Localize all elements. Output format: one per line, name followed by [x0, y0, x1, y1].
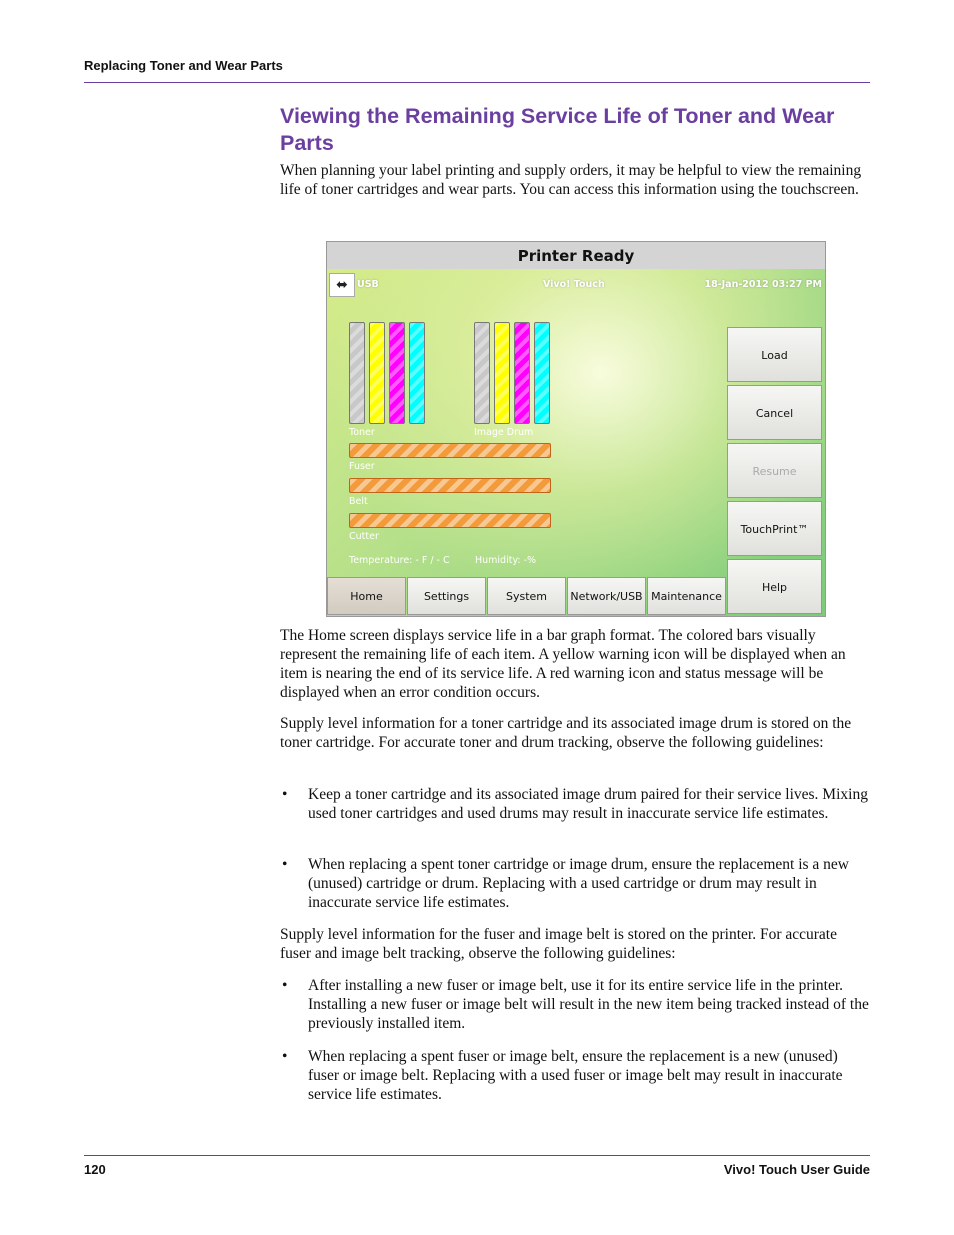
bullet-text: When replacing a spent fuser or image belt, ensure the replacement is a new (unused) fuser or image belt. Replacing with a used fuser or image belt may result in inaccurate service life estimates. — [308, 1048, 843, 1103]
toner-bar-yellow[interactable] — [369, 322, 385, 424]
image-drum-label: Image Drum — [474, 427, 534, 438]
cancel-button[interactable]: Cancel — [727, 385, 822, 440]
section-title: Viewing the Remaining Service Life of Toner and Wear Parts — [280, 104, 835, 155]
list-item — [280, 785, 870, 823]
humidity-readout: Humidity: -% — [475, 555, 537, 566]
drum-bar-yellow[interactable] — [494, 322, 510, 424]
bullet-icon: • — [282, 786, 288, 803]
usb-icon: ⬌ — [329, 273, 355, 297]
home-screen — [327, 269, 825, 616]
list-item — [280, 976, 870, 1033]
toner-bar-cyan[interactable] — [409, 322, 425, 424]
page-number: 120 — [84, 1162, 106, 1177]
temperature-readout: Temperature: - F / - C — [349, 555, 450, 566]
fuser-label: Fuser — [349, 461, 375, 472]
toner-label: Toner — [349, 427, 375, 438]
fuser-supply-paragraph: Supply level information for the fuser and image belt is stored on the printer. For accurate fuser and image belt tracking, observe the following guidelines: — [280, 926, 837, 962]
bullet-text: After installing a new fuser or image belt, use it for its entire service life in the printer. Installing a new fuser or image belt will result in the new item being tracked instead of the previously installed item. — [308, 977, 869, 1032]
header-rule — [84, 82, 870, 83]
guide-title: Vivo! Touch User Guide — [723, 1162, 870, 1177]
device-name: Vivo! Touch — [543, 279, 605, 290]
bullet-icon: • — [282, 856, 288, 873]
toner-bar-gray[interactable] — [349, 322, 365, 424]
bullet-text: When replacing a spent toner cartridge or image drum, ensure the replacement is a new (unused) cartridge or drum. Replacing with a used cartridge or drum may result in inaccurate service life estimates. — [308, 856, 849, 911]
screen-title-bar: Printer Ready — [327, 242, 825, 269]
tab-maintenance[interactable]: Maintenance — [647, 577, 726, 615]
tab-system[interactable]: System — [487, 577, 566, 615]
fuser-bar[interactable] — [349, 443, 551, 458]
connection-status: USB — [357, 279, 379, 290]
touchprint-button[interactable]: TouchPrint™ — [727, 501, 822, 556]
touchscreen-screenshot — [326, 241, 826, 617]
load-button[interactable]: Load — [727, 327, 822, 382]
drum-bar-magenta[interactable] — [514, 322, 530, 424]
bullet-icon: • — [282, 1048, 288, 1065]
intro-paragraph: When planning your label printing and supply orders, it may be helpful to view the remaining life of toner cartridges and wear parts. You can access this information using the touchscreen. — [280, 162, 862, 198]
home-screen-paragraph: The Home screen displays service life in a bar graph format. The colored bars visually represent the remaining life of each item. A yellow warning icon will be displayed when an item is nearing the end of its service life. A red warning icon and status message will be displayed when an error condition occurs. — [280, 627, 846, 701]
belt-label: Belt — [349, 496, 368, 507]
cutter-label: Cutter — [349, 531, 379, 542]
drum-bar-cyan[interactable] — [534, 322, 550, 424]
running-header: Replacing Toner and Wear Parts — [84, 58, 283, 73]
list-item — [280, 855, 870, 912]
tab-home[interactable]: Home — [327, 577, 406, 615]
bullet-text: Keep a toner cartridge and its associated image drum paired for their service lives. Mixing used toner cartridges and used drums may result in inaccurate service life estimates. — [308, 786, 868, 822]
belt-bar[interactable] — [349, 478, 551, 493]
bullet-icon: • — [282, 977, 288, 994]
resume-button[interactable]: Resume — [727, 443, 822, 498]
tab-network-usb[interactable]: Network/USB — [567, 577, 646, 615]
footer-rule — [84, 1155, 870, 1156]
toner-supply-paragraph: Supply level information for a toner cartridge and its associated image drum is stored on the toner cartridge. For accurate toner and drum tracking, observe the following guidelines: — [280, 715, 852, 751]
date-time: 18-Jan-2012 03:27 PM — [704, 279, 822, 290]
tab-settings[interactable]: Settings — [407, 577, 486, 615]
cutter-bar[interactable] — [349, 513, 551, 528]
help-button[interactable]: Help — [727, 559, 822, 614]
list-item — [280, 1047, 870, 1104]
drum-bar-gray[interactable] — [474, 322, 490, 424]
toner-bar-magenta[interactable] — [389, 322, 405, 424]
